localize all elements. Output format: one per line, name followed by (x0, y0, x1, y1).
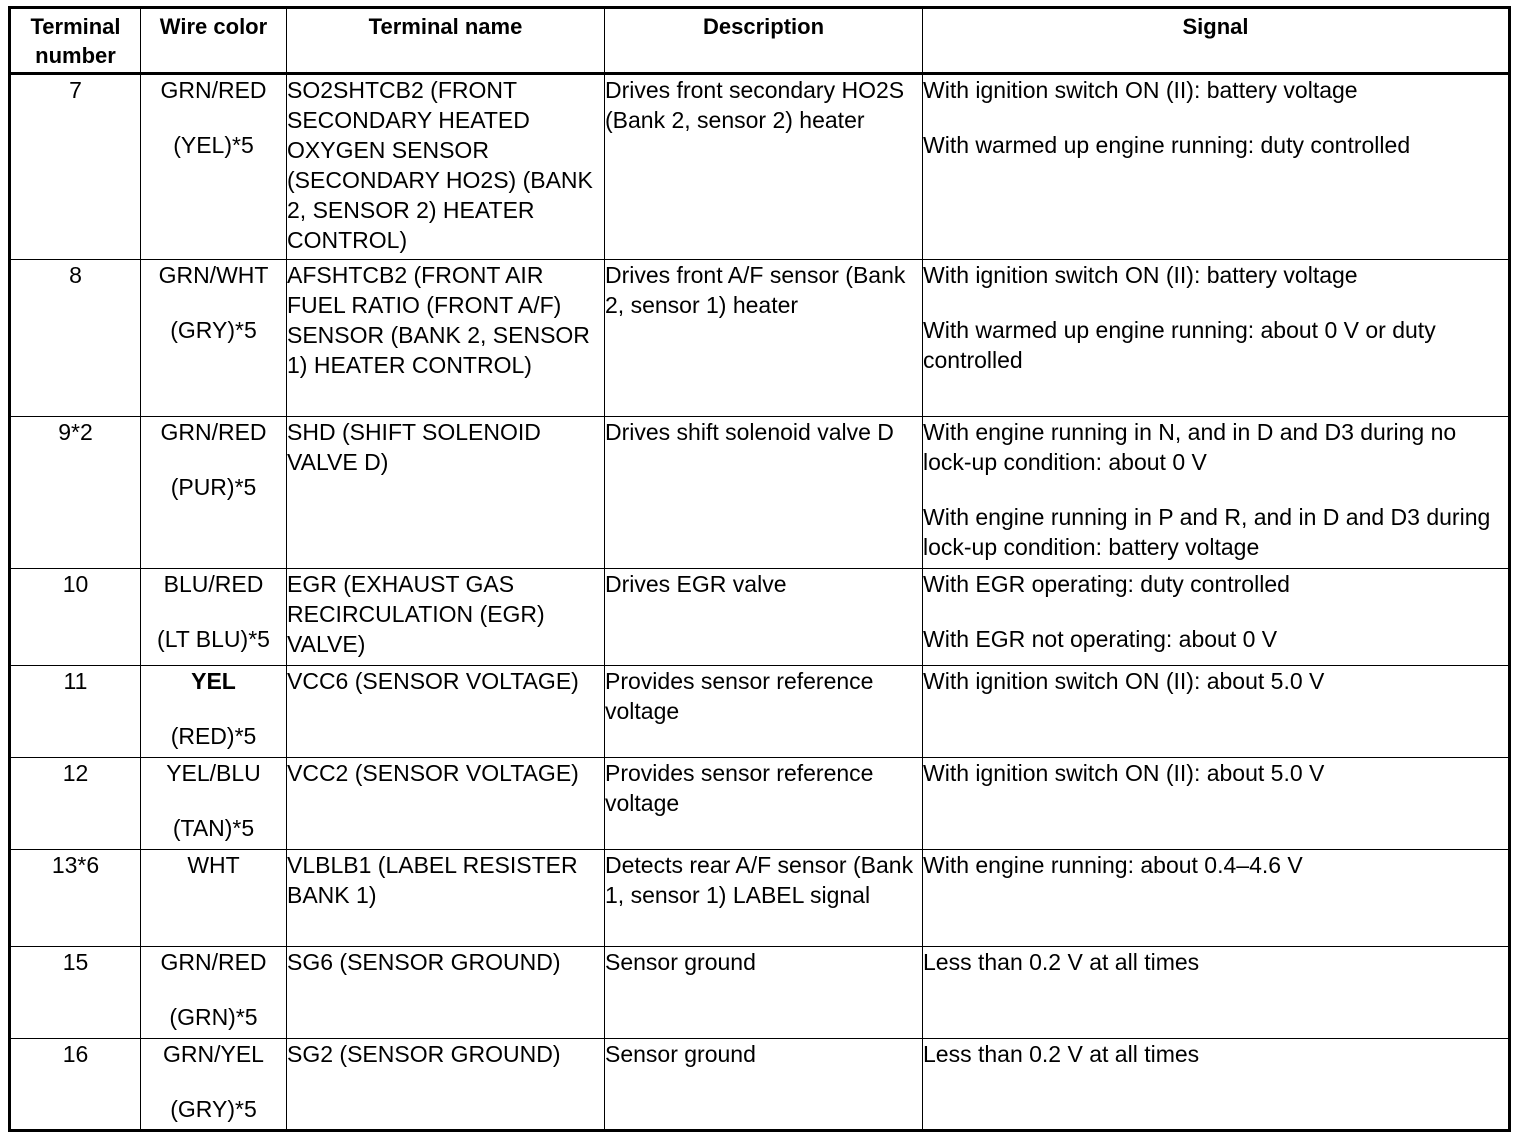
terminal-signal (923, 569, 1510, 666)
terminal-description: Drives EGR valve (605, 569, 923, 666)
wire-color (141, 260, 287, 417)
wire-color (141, 569, 287, 666)
wire-color-primary: GRN/RED (160, 419, 267, 445)
wire-color-alt: (YEL)*5 (173, 132, 254, 158)
wire-color-alt: (RED)*5 (170, 723, 257, 749)
signal-line: With engine running in P and R, and in D and D3 during lock-up condition: battery voltage (923, 504, 1491, 560)
terminal-number: 11 (10, 666, 141, 758)
terminal-description: Provides sensor reference voltage (605, 666, 923, 758)
terminal-signal (923, 74, 1510, 260)
terminal-name: SO2SHTCB2 (FRONT SECONDARY HEATED OXYGEN SENSOR (SECONDARY HO2S) (BANK 2, SENSOR 2) HEATER CONTROL) (287, 74, 605, 260)
header-signal: Signal (923, 8, 1510, 74)
wire-color-alt: (GRY)*5 (170, 1096, 257, 1122)
signal-line: With engine running: about 0.4–4.6 V (923, 852, 1303, 878)
signal-line: With ignition switch ON (II): battery voltage (923, 77, 1358, 103)
table-row (10, 260, 1510, 417)
wire-color (141, 947, 287, 1039)
terminal-name: VCC6 (SENSOR VOLTAGE) (287, 666, 605, 758)
terminal-number: 16 (10, 1039, 141, 1131)
terminal-name: SG6 (SENSOR GROUND) (287, 947, 605, 1039)
header-description: Description (605, 8, 923, 74)
table-row (10, 850, 1510, 947)
table-header (10, 8, 1510, 74)
wire-color-primary: GRN/WHT (158, 262, 269, 288)
terminal-number: 10 (10, 569, 141, 666)
terminal-description: Detects rear A/F sensor (Bank 1, sensor 1) LABEL signal (605, 850, 923, 947)
wire-color-primary: YEL/BLU (166, 760, 261, 786)
wire-color (141, 850, 287, 947)
wire-color (141, 417, 287, 569)
terminal-signal (923, 260, 1510, 417)
terminal-signal (923, 850, 1510, 947)
terminal-name: AFSHTCB2 (FRONT AIR FUEL RATIO (FRONT A/F) SENSOR (BANK 2, SENSOR 1) HEATER CONTROL) (287, 260, 605, 417)
terminal-description: Sensor ground (605, 947, 923, 1039)
wire-color-primary: GRN/RED (160, 949, 267, 975)
header-row (10, 8, 1510, 74)
wire-color-alt: (LT BLU)*5 (157, 626, 270, 652)
terminal-name: VCC2 (SENSOR VOLTAGE) (287, 758, 605, 850)
terminal-description: Drives front secondary HO2S (Bank 2, sensor 2) heater (605, 74, 923, 260)
wire-color-alt: (GRY)*5 (170, 317, 257, 343)
wire-color-alt: (PUR)*5 (170, 474, 257, 500)
signal-line: Less than 0.2 V at all times (923, 949, 1200, 975)
terminal-description: Provides sensor reference voltage (605, 758, 923, 850)
table-row (10, 947, 1510, 1039)
table-row (10, 569, 1510, 666)
terminal-description: Sensor ground (605, 1039, 923, 1131)
signal-line: With EGR not operating: about 0 V (923, 626, 1278, 652)
wire-color-primary: YEL (191, 668, 236, 694)
terminal-name: EGR (EXHAUST GAS RECIRCULATION (EGR) VALVE) (287, 569, 605, 666)
terminal-signal (923, 666, 1510, 758)
terminal-number: 15 (10, 947, 141, 1039)
terminal-description: Drives front A/F sensor (Bank 2, sensor 1) heater (605, 260, 923, 417)
terminal-number: 9*2 (10, 417, 141, 569)
wire-color (141, 74, 287, 260)
signal-line: Less than 0.2 V at all times (923, 1041, 1200, 1067)
terminal-name: SHD (SHIFT SOLENOID VALVE D) (287, 417, 605, 569)
signal-line: With engine running in N, and in D and D3 during no lock-up condition: about 0 V (923, 419, 1457, 475)
wire-color-alt: (GRN)*5 (169, 1004, 258, 1030)
wire-color-alt: (TAN)*5 (172, 815, 255, 841)
wire-color-primary: BLU/RED (163, 571, 264, 597)
table-row (10, 74, 1510, 260)
signal-line: With ignition switch ON (II): about 5.0 V (923, 760, 1325, 786)
wire-color-primary: GRN/RED (160, 77, 267, 103)
terminal-number: 13*6 (10, 850, 141, 947)
table-row (10, 1039, 1510, 1131)
signal-line: With warmed up engine running: about 0 V or duty controlled (923, 317, 1436, 373)
wire-color-primary: GRN/YEL (163, 1041, 264, 1067)
terminal-number: 12 (10, 758, 141, 850)
table-row (10, 758, 1510, 850)
table-row (10, 666, 1510, 758)
signal-line: With ignition switch ON (II): battery voltage (923, 262, 1358, 288)
terminal-description: Drives shift solenoid valve D (605, 417, 923, 569)
header-wire-color: Wire color (141, 8, 287, 74)
terminal-name: VLBLB1 (LABEL RESISTER BANK 1) (287, 850, 605, 947)
terminal-signal (923, 947, 1510, 1039)
wire-color (141, 666, 287, 758)
header-terminal-name: Terminal name (287, 8, 605, 74)
wire-color (141, 758, 287, 850)
wire-color (141, 1039, 287, 1131)
terminal-table (8, 6, 1511, 1132)
header-terminal-number: Terminal number (10, 8, 141, 74)
terminal-signal (923, 1039, 1510, 1131)
terminal-number: 8 (10, 260, 141, 417)
table-row (10, 417, 1510, 569)
signal-line: With ignition switch ON (II): about 5.0 V (923, 668, 1325, 694)
terminal-signal (923, 417, 1510, 569)
signal-line: With warmed up engine running: duty controlled (923, 132, 1411, 158)
terminal-name: SG2 (SENSOR GROUND) (287, 1039, 605, 1131)
terminal-number: 7 (10, 74, 141, 260)
wire-color-primary: WHT (187, 852, 240, 878)
signal-line: With EGR operating: duty controlled (923, 571, 1290, 597)
terminal-signal (923, 758, 1510, 850)
